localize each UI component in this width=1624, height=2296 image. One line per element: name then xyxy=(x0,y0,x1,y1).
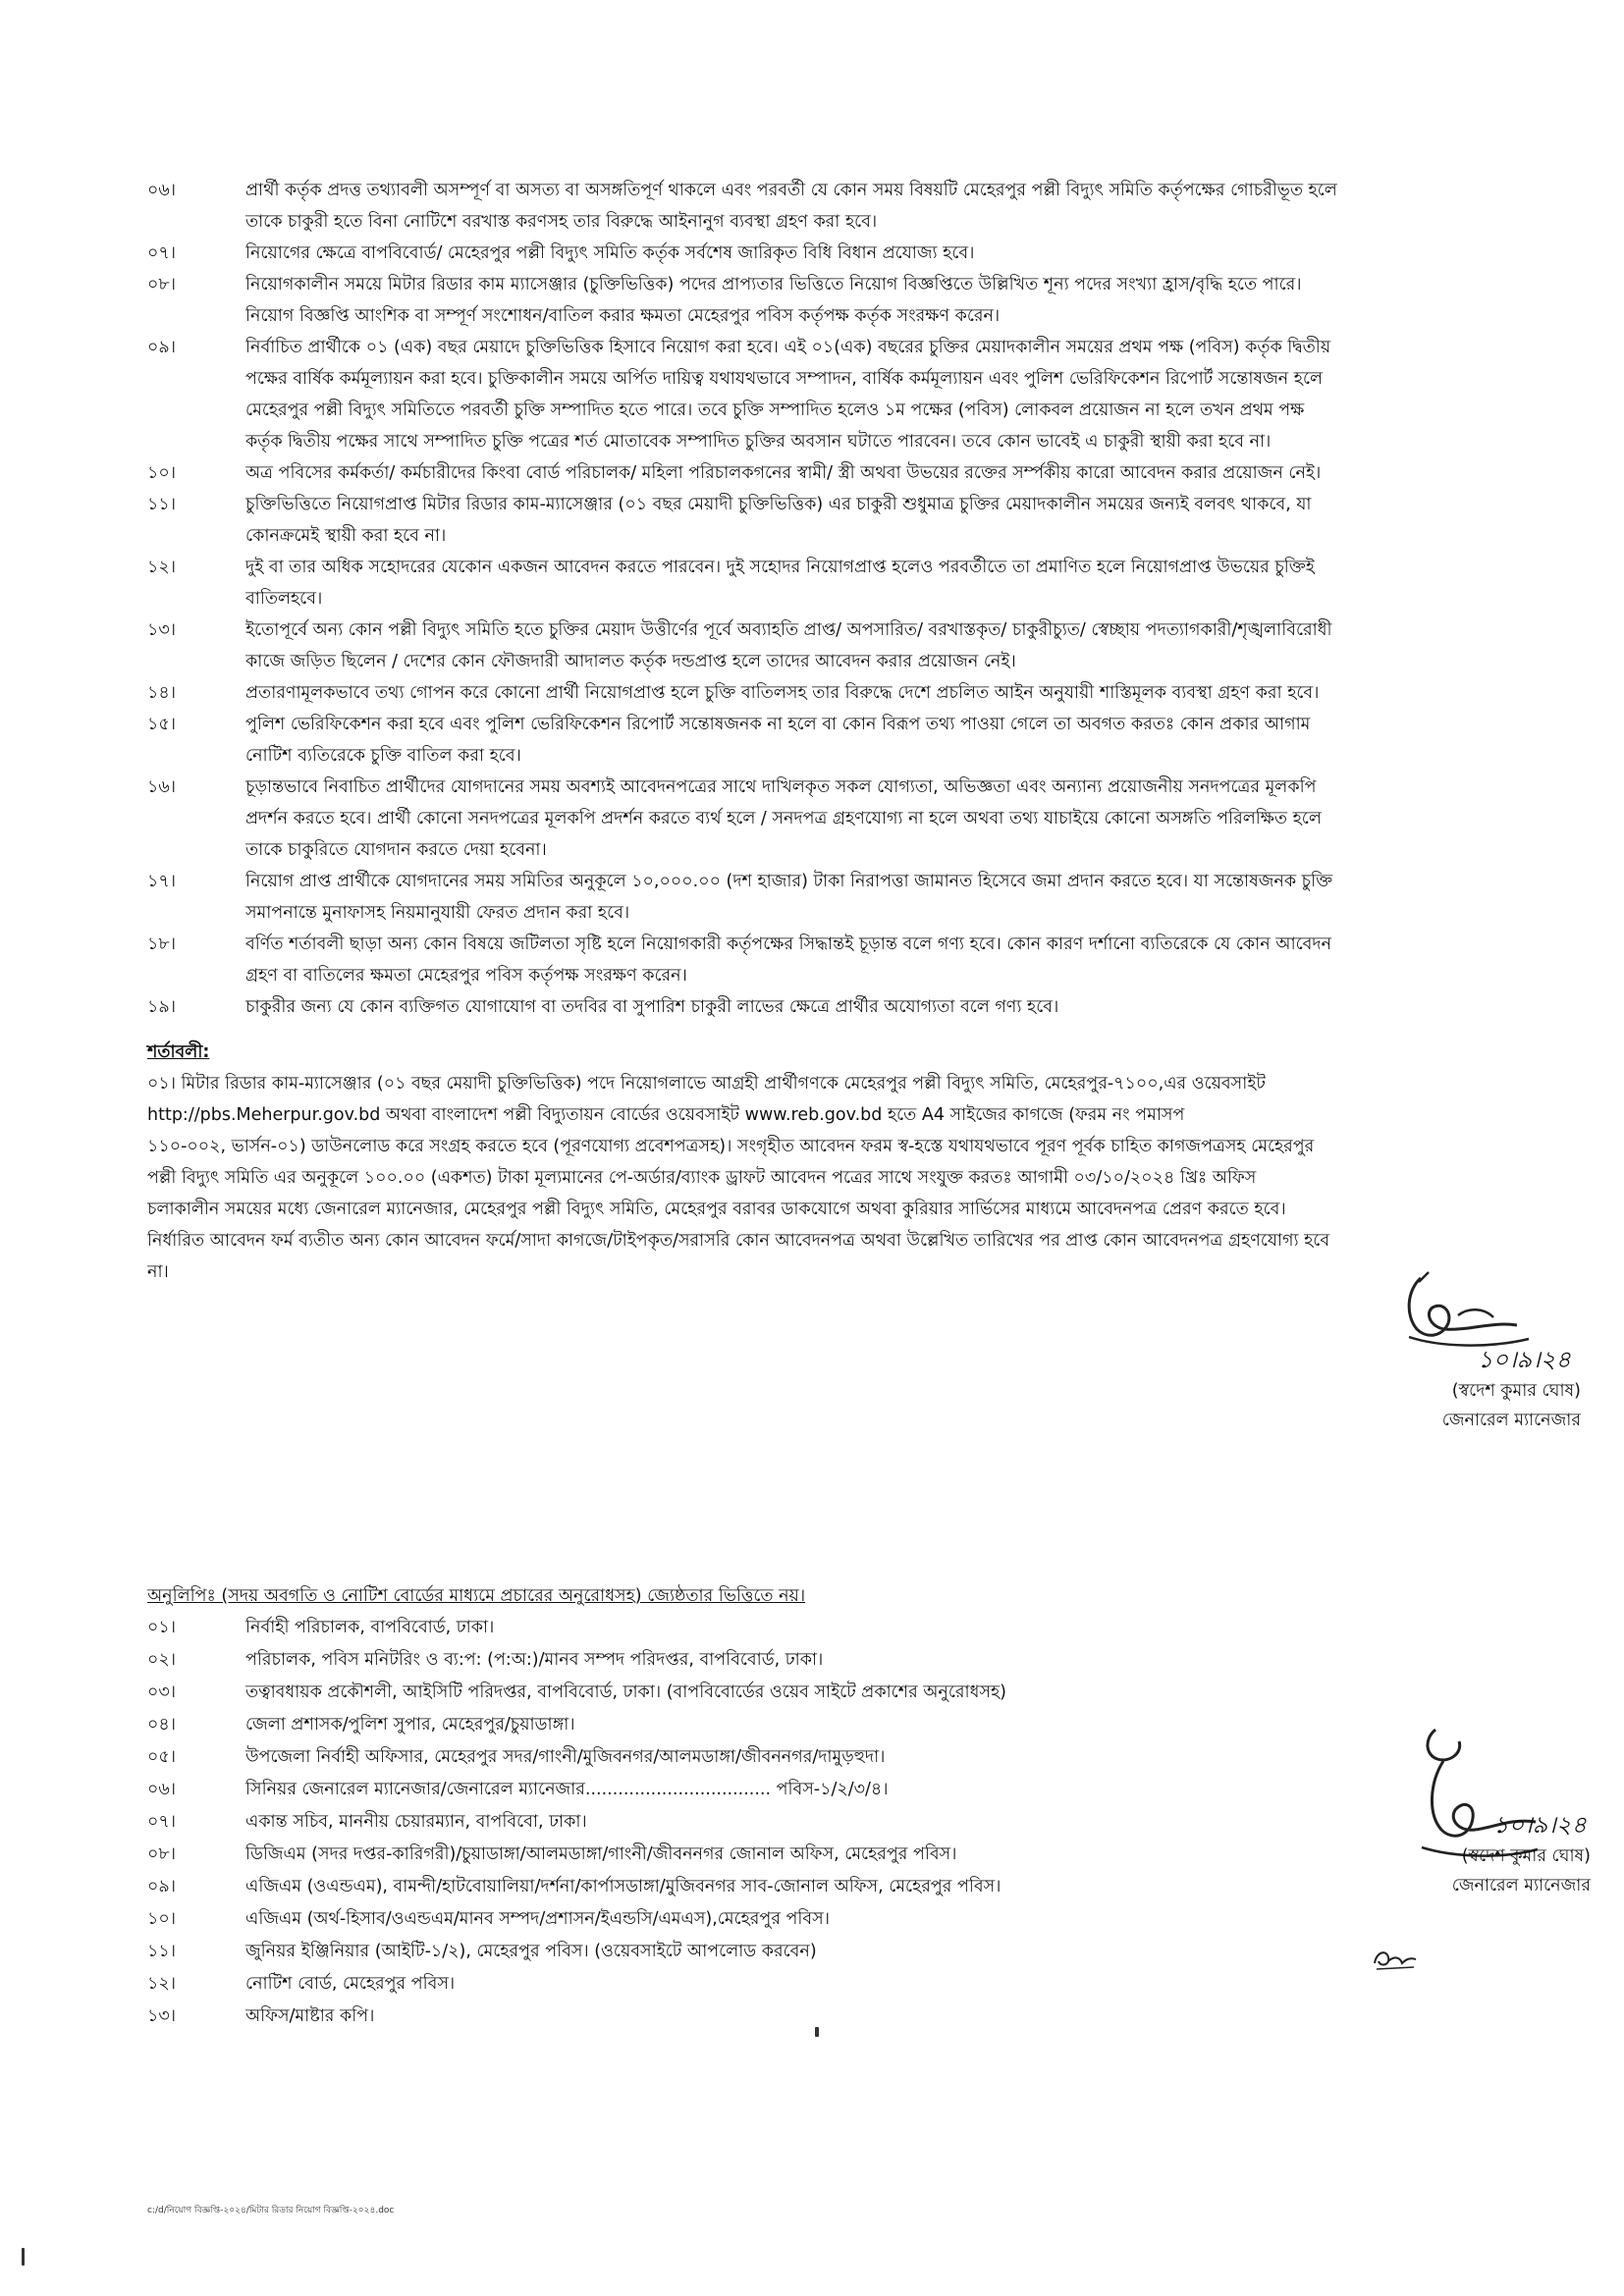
clause-line: প্রদর্শন করতে হবে। প্রার্থী কোনো সনদপত্রের মূলকপি প্রদর্শন করতে ব্যর্থ হলে / সনদপত্র গ্রহণযোগ্য না হলে অথবা তথ্য যাচাইয়ে কোনো অসঙ্গতি পরিলক্ষিত হলে xyxy=(245,809,1322,828)
clause-item xyxy=(147,614,1522,677)
copy-recipient xyxy=(147,1709,1522,1741)
copy-recipient xyxy=(147,1806,1522,1839)
clause-line: পক্ষের বার্ষিক কর্মমূল্যায়ন করা হবে। চুক্তিকালীন সময়ে অর্পিত দায়িত্ব যথাযথভাবে সম্পাদন, বার্ষিক কর্মমূল্যায়ন এবং পুলিশ ভেরিফিকেশন রিপোর্ট সন্তোষজন হলে xyxy=(245,369,1324,389)
clause-line: নিয়োগের ক্ষেত্রে বাপবিবোর্ড/ মেহেরপুর পল্লী বিদ্যুৎ সমিতি কর্তৃক সর্বশেষ জারিকৃত বিধি বিধান প্রযোজ্য হবে। xyxy=(245,243,975,263)
copy-recipient xyxy=(147,1871,1522,1903)
clause-line: চাকুরীর জন্য যে কোন ব্যক্তিগত যোগাযোগ বা তদবির বা সুপারিশ চাকুরী লাভের ক্ষেত্রে প্রার্থীর অযোগ্যতা বলে গণ্য হবে। xyxy=(245,997,1059,1017)
clause-list xyxy=(147,175,1522,1023)
clause-text xyxy=(245,489,1522,552)
clause-item xyxy=(147,175,1522,238)
clause-line: সমাপনান্তে মুনাফাসহ নিয়মানুযায়ী ফেরত প্রদান করা হবে। xyxy=(245,903,630,923)
copy-number: ১০। xyxy=(147,1909,176,1929)
copy-number: ১১। xyxy=(147,1942,176,1961)
clause-number: ১০। xyxy=(147,463,176,483)
clause-item xyxy=(147,677,1522,709)
copy-text: অফিস/মাষ্টার কপি। xyxy=(245,2006,375,2026)
copy-number: ০১। xyxy=(147,1618,176,1637)
copy-number: ০৯। xyxy=(147,1877,176,1896)
conditions-text xyxy=(147,1068,1522,1288)
copy-number: ০৪। xyxy=(147,1715,176,1735)
copy-number: ১২। xyxy=(147,1974,176,1994)
clause-number: ১২। xyxy=(147,558,176,577)
copy-text: নোটিশ বোর্ড, মেহেরপুর পবিস। xyxy=(245,1974,456,1994)
clause-item xyxy=(147,238,1522,269)
copy-number: ০৫। xyxy=(147,1747,176,1767)
clause-number: ০৮। xyxy=(147,275,176,294)
clause-item xyxy=(147,457,1522,489)
copy-text: উপজেলা নির্বাহী অফিসার, মেহেরপুর সদর/গাংনী/মুজিবনগর/আলমডাঙ্গা/জীবননগর/দামুড়হুদা। xyxy=(245,1747,886,1767)
clause-line: নিয়োগ বিজ্ঞপ্তি আংশিক বা সম্পূর্ণ সংশোধন/বাতিল করার ক্ষমতা মেহেরপুর পবিস কর্তৃপক্ষ কর্তৃক সংরক্ষণ করেন। xyxy=(245,306,1001,326)
copy-text: একান্ত সচিব, মাননীয় চেয়ারম্যান, বাপবিবো, ঢাকা। xyxy=(245,1812,587,1832)
clause-line: ইতোপূর্বে অন্য কোন পল্লী বিদ্যুৎ সমিতি হতে চুক্তির মেয়াদ উত্তীর্ণের পূর্বে অব্যাহতি প্রাপ্ত/ অপসারিত/ বরখাস্তকৃত/ চাকুরীচ্যুত/ স্বেচ্ছায় পদত্যাগকারী/শৃঙ্খলাবিরোধী xyxy=(245,620,1332,640)
clause-item xyxy=(147,772,1522,866)
copies-section xyxy=(147,1580,1522,2033)
copy-number: ০২। xyxy=(147,1650,177,1670)
copy-text: পরিচালক, পবিস মনিটরিং ও ব্য:প: (প:অ:)/মানব সম্পদ পরিদপ্তর, বাপবিবোর্ড, ঢাকা। xyxy=(245,1650,824,1670)
clause-text xyxy=(245,991,1522,1023)
copy-number: ০৭। xyxy=(147,1812,177,1832)
clause-line: প্রতারণামূলকভাবে তথ্য গোপন করে কোনো প্রার্থী নিয়োগপ্রাপ্ত হলে চুক্তি বাতিলসহ তার বিরুদ্ধে দেশে প্রচলিত আইন অনুযায়ী শাস্তিমূলক ব্যবস্থা গ্রহণ করা হবে। xyxy=(245,683,1320,703)
condition-line: পল্লী বিদ্যুৎ সমিতি এর অনুকূলে ১০০.০০ (একশত) টাকা মূল্যমানের পে-অর্ডার/ব্যাংক ড্রাফট আবেদন পত্রের সাথে সংযুক্ত করতঃ আগামী ০৩/১০/২০২৪ খ্রিঃ অফিস xyxy=(147,1168,1257,1188)
copy-recipient xyxy=(147,1968,1522,2001)
clause-text xyxy=(245,709,1522,772)
clause-line: গ্রহণ বা বাতিলের ক্ষমতা মেহেরপুর পবিস কর্তৃপক্ষ সংরক্ষণ করেন। xyxy=(245,966,687,986)
clause-line: কাজে জড়িত ছিলেন / দেশের কোন ফৌজদারী আদালত কর্তৃক দন্ডপ্রাপ্ত হলে তাদের আবেদন করার প্রয়োজন নেই। xyxy=(245,652,1016,671)
clause-line: চুক্তিভিত্তিতে নিয়োগপ্রাপ্ত মিটার রিডার কাম-ম্যাসেঞ্জার (০১ বছর মেয়াদী চুক্তিভিত্তিক) এর চাকুরী শুধুমাত্র চুক্তির মেয়াদকালীন সময়ের জন্যই বলবৎ থাকবে, যা xyxy=(245,495,1312,514)
clause-item xyxy=(147,552,1522,614)
clause-number: ১১। xyxy=(147,495,176,514)
copy-recipient xyxy=(147,1677,1522,1709)
clause-line: প্রার্থী কর্তৃক প্রদত্ত তথ্যাবলী অসম্পূর্ণ বা অসত্য বা অসঙ্গতিপূর্ণ থাকলে এবং পরবর্তী যে কোন সময় বিষয়টি মেহেরপুর পল্লী বিদ্যুৎ সমিতি কর্তৃপক্ষের গোচরীভূত হলে xyxy=(245,181,1337,200)
conditions-section xyxy=(147,1037,1522,1288)
copy-text: এজিএম (ওএন্ডএম), বামন্দী/হাটবোয়ালিয়া/দর্শনা/কার্পাসডাঙ্গা/মুজিবনগর সাব-জোনাল অফিস, মেহেরপুর পবিস। xyxy=(245,1877,1001,1896)
condition-line: না। xyxy=(147,1262,169,1282)
copies-list xyxy=(147,1612,1522,2033)
clause-line: তাকে চাকুরী হতে বিনা নোটিশে বরখাস্ত করণসহ তার বিরুদ্ধে আইনানুগ ব্যবস্থা গ্রহণ করা হবে। xyxy=(245,212,878,232)
condition-line: http://pbs.Meherpur.gov.bd অথবা বাংলাদেশ পল্লী বিদ্যুতায়ন বোর্ডের ওয়েবসাইট www.reb.gov.bd হতে A4 সাইজের কাগজে (ফরম নং পমাসপ xyxy=(147,1105,1185,1125)
clause-line: নিয়োগকালীন সময়ে মিটার রিডার কাম ম্যাসেঞ্জার (চুক্তিভিত্তিক) পদের প্রাপ্যতার ভিত্তিতে নিয়োগ বিজ্ঞপ্তিতে উল্লিখিত শূন্য পদের সংখ্যা হ্রাস/বৃদ্ধি হতে পারে। xyxy=(245,275,1302,294)
signer-title: জেনারেল ম্যানেজার xyxy=(1451,1876,1591,1896)
condition-line: ০১। মিটার রিডার কাম-ম্যাসেঞ্জার (০১ বছর মেয়াদী চুক্তিভিত্তিক) পদে নিয়োগলাভে আগ্রহী প্রার্থীগণকে মেহেরপুর পল্লী বিদ্যুৎ সমিতি, মেহেরপুর-৭১০০,এর ওয়েবসাইট xyxy=(147,1074,1266,1094)
copy-number: ০৩। xyxy=(147,1682,177,1702)
clause-text xyxy=(245,175,1522,238)
signature-block-1 xyxy=(1355,1343,1581,1435)
clause-number: ১৪। xyxy=(147,683,176,703)
clause-text xyxy=(245,457,1522,489)
initials-mark xyxy=(1371,1946,1418,1971)
clause-item xyxy=(147,709,1522,772)
copy-recipient xyxy=(147,1741,1522,1774)
copy-text: জুনিয়র ইঞ্জিনিয়ার (আইটি-১/২), মেহেরপুর পবিস। (ওয়েবসাইটে আপলোড করবেন) xyxy=(245,1942,817,1961)
copy-recipient xyxy=(147,2001,1522,2033)
clause-line: বাতিলহবে। xyxy=(245,589,323,609)
clause-line: তাকে চাকুরিতে যোগদান করতে দেয়া হবেনা। xyxy=(245,840,547,860)
clause-line: অত্র পবিসের কর্মকর্তা/ কর্মচারীদের কিংবা বোর্ড পরিচালক/ মহিলা পরিচালকগনের স্বামী/ স্ত্রী অথবা উভয়ের রক্তের সর্ম্পকীয় কারো আবেদন করার প্রয়োজন নেই। xyxy=(245,463,1322,483)
clause-line: দুই বা তার অধিক সহোদরের যেকোন একজন আবেদন করতে পারবেন। দুই সহোদর নিয়োগপ্রাপ্ত হলেও পরবর্তীতে তা প্রমাণিত হলে নিয়োগপ্রাপ্ত উভয়ের চুক্তিই xyxy=(245,558,1315,577)
clause-item xyxy=(147,991,1522,1023)
signature-block-2 xyxy=(1355,1808,1591,1900)
condition-line: নির্ধারিত আবেদন ফর্ম ব্যতীত অন্য কোন আবেদন ফর্মে/সাদা কাগজে/টাইপকৃত/সরাসরি কোন আবেদনপত্র অথবা উল্লেখিত তারিখের পর প্রাপ্ত কোন আবেদনপত্র গ্রহণযোগ্য হবে xyxy=(147,1231,1330,1251)
copy-recipient xyxy=(147,1936,1522,1968)
signer-title: জেনারেল ম্যানেজার xyxy=(1441,1411,1581,1430)
copy-number: ০৮। xyxy=(147,1844,176,1864)
copy-number: ১৩। xyxy=(147,2006,176,2026)
clause-number: ১৬। xyxy=(147,777,176,797)
clause-number: ০৬। xyxy=(147,181,177,200)
clause-line: পুলিশ ভেরিফিকেশন করা হবে এবং পুলিশ ভেরিফিকেশন রিপোর্ট সন্তোষজনক না হলে বা কোন বিরূপ তথ্য পাওয়া গেলে তা অবগত করতঃ কোন প্রকার আগাম xyxy=(245,715,1311,734)
clause-line: কর্তৃক দ্বিতীয় পক্ষের সাথে সম্পাদিত চুক্তি পত্রের শর্ত মোতাবেক সম্পাদিত চুক্তির অবসান ঘটাতে পারবেন। তবে কোন ভাবেই এ চাকুরী স্থায়ী করা হবে না। xyxy=(245,432,1272,452)
signer-name: (স্বদেশ কুমার ঘোষ) xyxy=(1451,1381,1581,1401)
clause-number: ১৫। xyxy=(147,715,176,734)
clause-line: মেহেরপুর পল্লী বিদ্যুৎ সমিতিতে পরবর্তী চুক্তি সম্পাদিত হতে পারে। তবে চুক্তি সম্পাদিত হলেও ১ম পক্ষের (পবিস) লোকবল প্রয়োজন না হলে তখন প্রথম পক্ষ xyxy=(245,400,1305,420)
clause-text xyxy=(245,238,1522,269)
signer-name: (স্বদেশ কুমার ঘোষ) xyxy=(1461,1846,1591,1866)
copy-text: নির্বাহী পরিচালক, বাপবিবোর্ড, ঢাকা। xyxy=(245,1618,495,1637)
clause-line: নোটিশ ব্যতিরেকে চুক্তি বাতিল করা হবে। xyxy=(245,746,521,766)
clause-number: ১৯। xyxy=(147,997,176,1017)
clause-line: বর্ণিত শর্তাবলী ছাড়া অন্য কোন বিষয়ে জটিলতা সৃষ্টি হলে নিয়োগকারী কর্তৃপক্ষের সিদ্ধান্তই চূড়ান্ত বলে গণ্য হবে। কোন কারণ দর্শানো ব্যতিরেকে যে কোন আবেদন xyxy=(245,934,1332,954)
copy-number: ০৬। xyxy=(147,1780,177,1799)
clause-number: ১৭। xyxy=(147,872,176,891)
clause-item xyxy=(147,269,1522,332)
copy-text: সিনিয়র জেনারেল ম্যানেজার/জেনারেল ম্যানেজার.................................. পবিস-১/২/৩/৪। xyxy=(245,1780,889,1799)
signature-date: ১০।৯।২৪ xyxy=(1477,1346,1571,1373)
clause-text xyxy=(245,929,1522,991)
clause-number: ০৯। xyxy=(147,338,176,357)
condition-line: চলাকালীন সময়ের মধ্যে জেনারেল ম্যানেজার, মেহেরপুর পল্লী বিদ্যুৎ সমিতি, মেহেরপুর বরাবর ডাকযোগে অথবা কুরিয়ার সার্ভিসের মাধ্যমে আবেদনপত্র প্রেরণ করতে হবে। xyxy=(147,1200,1286,1219)
condition-line: ১১০-০০২, ভার্সন-০১) ডাউনলোড করে সংগ্রহ করতে হবে (পূরণযোগ্য প্রবেশপত্রসহ)। সংগৃহীত আবেদন ফরম স্ব-হস্তে যথাযথভাবে পূরণ পূর্বক চাহিত কাগজপত্রসহ মেহেরপুর xyxy=(147,1137,1315,1156)
scan-speck xyxy=(22,2248,25,2266)
clause-text xyxy=(245,772,1522,866)
clause-number: ১৮। xyxy=(147,934,176,954)
clause-number: ০৭। xyxy=(147,243,177,263)
file-path-footer: c:/d/নিয়োগ বিজ্ঞপ্তি-২০২৪/মিটার রিডার নিয়োগ বিজ্ঞপ্তি-২০২৪.doc xyxy=(147,2206,395,2216)
clause-item xyxy=(147,929,1522,991)
copy-text: এজিএম (অর্থ-হিসাব/ওএন্ডএম/মানব সম্পদ/প্রশাসন/ইএন্ডসি/এমএস),মেহেরপুর পবিস। xyxy=(245,1909,830,1929)
copy-text: জেলা প্রশাসক/পুলিশ সুপার, মেহেরপুর/চুয়াডাঙ্গা। xyxy=(245,1715,575,1735)
clause-line: নিয়োগ প্রাপ্ত প্রার্থীকে যোগদানের সময় সমিতির অনুকূলে ১০,০০০.০০ (দশ হাজার) টাকা নিরাপত্তা জামানত হিসেবে জমা প্রদান করতে হবে। যা সন্তোষজনক চুক্তি xyxy=(245,872,1333,891)
clause-line: নির্বাচিত প্রার্থীকে ০১ (এক) বছর মেয়াদে চুক্তিভিত্তিক হিসাবে নিয়োগ করা হবে। এই ০১(এক) বছরের চুক্তির মেয়াদকালীন সময়ের প্রথম পক্ষ (পবিস) কর্তৃক দ্বিতীয় xyxy=(245,338,1331,357)
copy-text: ডিজিএম (সদর দপ্তর-কারিগরী)/চুয়াডাঙ্গা/আলমডাঙ্গা/গাংনী/জীবননগর জোনাল অফিস, মেহেরপুর পবিস। xyxy=(245,1844,957,1864)
clause-text xyxy=(245,332,1522,457)
copy-recipient xyxy=(147,1839,1522,1871)
copy-recipient xyxy=(147,1774,1522,1806)
clause-line: কোনক্রমেই স্থায়ী করা হবে না। xyxy=(245,526,447,546)
copy-recipient xyxy=(147,1644,1522,1677)
clause-text xyxy=(245,269,1522,332)
scan-speck xyxy=(815,2027,819,2037)
clause-text xyxy=(245,552,1522,614)
clause-text xyxy=(245,866,1522,929)
clause-line: চূড়ান্তভাবে নিবাচিত প্রার্থীদের যোগদানের সময় অবশ্যই আবেদনপত্রের সাথে দাখিলকৃত সকল যোগ্যতা, অভিজ্ঞতা এবং অন্যান্য প্রয়োজনীয় সনদপত্রের মূলকপি xyxy=(245,777,1317,797)
clause-item xyxy=(147,489,1522,552)
copy-recipient xyxy=(147,1903,1522,1936)
clause-item xyxy=(147,866,1522,929)
clause-text xyxy=(245,677,1522,709)
copy-text: তত্বাবধায়ক প্রকৌশলী, আইসিটি পরিদপ্তর, বাপবিবোর্ড, ঢাকা। (বাপবিবোর্ডের ওয়েব সাইটে প্রকাশের অনুরোধসহ) xyxy=(245,1682,1006,1702)
signature-date: ১০।৯।২৪ xyxy=(1492,1811,1587,1839)
clause-text xyxy=(245,614,1522,677)
copy-recipient xyxy=(147,1612,1522,1644)
clause-item xyxy=(147,332,1522,457)
copies-heading: অনুলিপিঃ (সদয় অবগতি ও নোটিশ বোর্ডের মাধ্যমে প্রচারের অনুরোধসহ) জ্যেষ্ঠতার ভিত্তিতে নয়। xyxy=(147,1586,806,1606)
clause-number: ১৩। xyxy=(147,620,176,640)
conditions-heading: শর্তাবলী: xyxy=(147,1042,210,1062)
